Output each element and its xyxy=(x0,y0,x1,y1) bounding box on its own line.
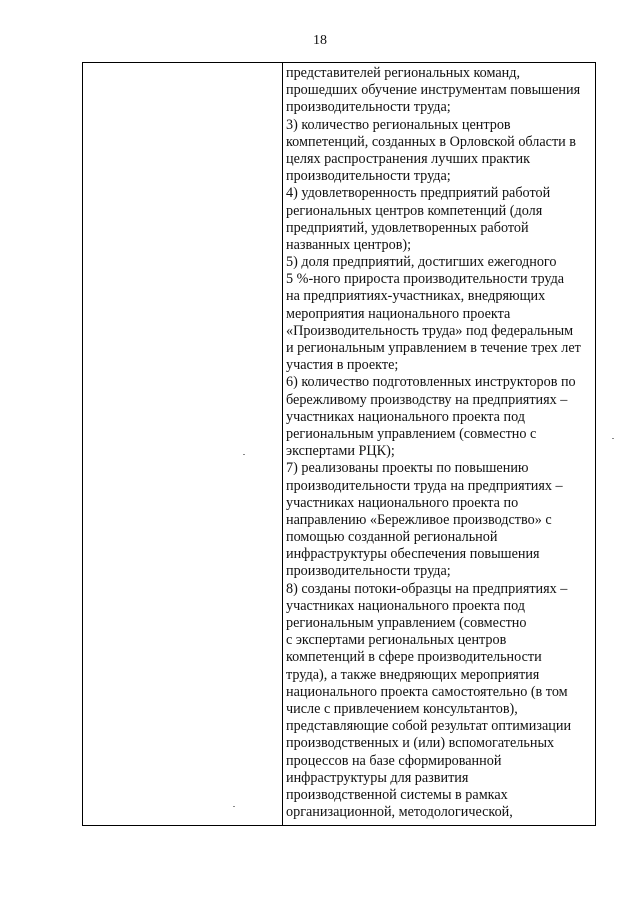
text-line: региональным управлением (совместно xyxy=(286,615,527,631)
text-line: и региональным управлением в течение трех лет xyxy=(286,340,581,356)
text-line: процессов на базе сформированной xyxy=(286,752,502,769)
text-line: 5 %-ного прироста производительности труда xyxy=(286,271,565,288)
text-line: направлению «Бережливое производство» с xyxy=(286,511,552,528)
scan-speck xyxy=(233,806,235,807)
text-line: целях распространения лучших практик xyxy=(286,150,531,167)
text-line: инфраструктуры обеспечения повышения xyxy=(286,546,540,563)
text-line: региональных центров компетенций (доля xyxy=(286,202,543,219)
text-line: 8) созданы потоки-образцы на предприятиях – xyxy=(286,580,568,597)
text-line: представляющие собой результат оптимизации xyxy=(286,718,572,735)
text-line: компетенций в сфере производительности xyxy=(286,649,542,666)
text-line: производственных и (или) вспомогательных xyxy=(286,735,555,752)
empty-left-cell xyxy=(83,63,283,825)
text-line: предприятий, удовлетворенных работой xyxy=(286,219,529,236)
text-line: организационной, методологической, xyxy=(286,804,513,821)
text-line: бережливому производству на предприятиях – xyxy=(286,391,568,408)
text-line: числе с привлечением консультантов), xyxy=(286,700,518,717)
text-line: участниках национального проекта под xyxy=(286,597,526,614)
text-line: производительности труда; xyxy=(286,563,451,580)
document-table xyxy=(82,62,596,826)
text-line: инфраструктуры для развития xyxy=(286,769,469,786)
page-number: 18 xyxy=(313,33,327,48)
text-line: национального проекта самостоятельно (в том xyxy=(286,683,568,700)
text-line: компетенций, созданных в Орловской области в xyxy=(286,133,576,150)
scan-speck xyxy=(243,454,245,455)
text-line: с экспертами региональных центров xyxy=(286,632,507,649)
text-line: участия в проекте; xyxy=(286,357,399,374)
text-line: производительности труда; xyxy=(286,99,451,116)
text-line: 6) количество подготовленных инструкторов по xyxy=(286,374,576,391)
text-line: участниках национального проекта по xyxy=(286,494,519,511)
text-line: участниках национального проекта под xyxy=(286,408,526,425)
text-line: «Производительность труда» под федеральным xyxy=(286,322,574,339)
text-line: на предприятиях-участниках, внедряющих xyxy=(286,288,546,305)
text-line: региональным управлением (совместно с xyxy=(286,425,537,442)
text-line: производственной системы в рамках xyxy=(286,786,508,803)
text-line: труда), а также внедряющих мероприятия xyxy=(286,666,540,683)
text-line: 7) реализованы проекты по повышению xyxy=(286,460,529,477)
text-line: производительности труда на предприятиях – xyxy=(286,477,563,494)
scan-speck xyxy=(612,438,614,439)
text-cell xyxy=(283,63,595,825)
text-line: 4) удовлетворенность предприятий работой xyxy=(286,185,551,202)
text-line: представителей региональных команд, xyxy=(286,65,521,81)
text-line: прошедших обучение инструментам повышения xyxy=(286,82,581,99)
text-line: 3) количество региональных центров xyxy=(286,116,511,133)
text-line: названных центров); xyxy=(286,236,412,253)
text-line: 5) доля предприятий, достигших ежегодного xyxy=(286,254,557,271)
text-line: экспертами РЦК); xyxy=(286,443,395,460)
text-line: мероприятия национального проекта xyxy=(286,305,511,322)
text-line: помощью созданной региональной xyxy=(286,529,498,546)
text-line: производительности труда; xyxy=(286,168,451,185)
